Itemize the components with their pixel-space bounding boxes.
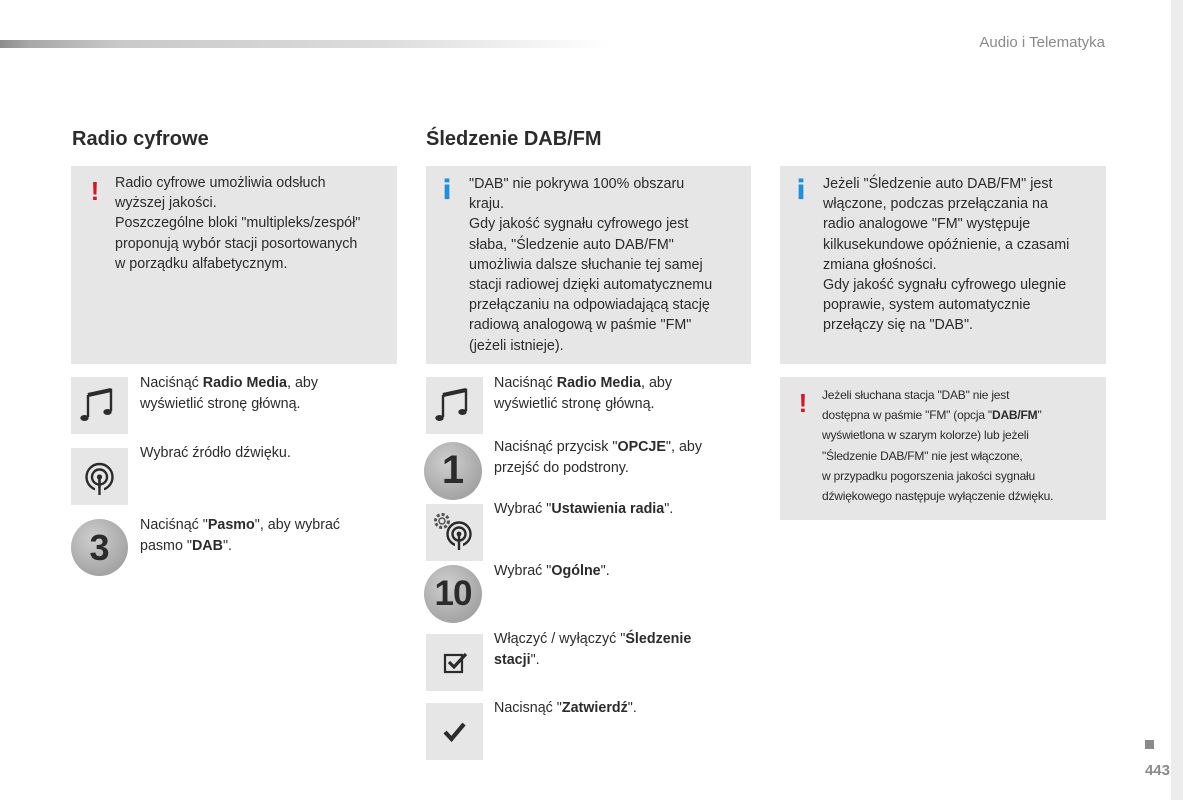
col2-step-6: Nacisnąć "Zatwierdź". [494,700,637,716]
checkbox-icon [426,634,483,691]
col2-step-3: Wybrać "Ustawienia radia". [494,501,674,517]
col2-title: Śledzenie DAB/FM [426,128,602,150]
warning-icon: ! [90,176,100,206]
col2-step-4: Wybrać "Ogólne". [494,563,610,579]
col1-step-3: Naciśnąć "Pasmo", aby wybrać pasmo "DAB". [140,517,341,554]
col1-step-1: Naciśnąć Radio Media, aby wyświetlić stronę główną. [140,375,318,412]
settings-radio-icon [426,504,483,561]
radio-source-icon [71,448,128,505]
col1-step-2: Wybrać źródło dźwięku. [140,445,291,461]
warning-icon: ! [798,388,808,418]
col2-step-1: Naciśnąć Radio Media, aby wyświetlić stronę główną. [494,375,672,412]
music-note-icon [426,377,483,434]
info-icon: i [442,175,452,206]
section-label: Audio i Telematyka [979,34,1105,51]
music-note-icon [71,377,128,434]
number-circle-10: 10 [424,565,482,623]
col2-step-2: Naciśnąć przycisk "OPCJE", aby przejść do podstrony. [494,439,702,476]
col3-warning-text: Jeżeli słuchana stacja "DAB" nie jest dostępna w paśmie "FM" (opcja "DAB/FM" wyświetlona w szarym kolorze) lub jeżeli "Śledzenie DAB/FM" nie jest włączone, w przypadku pogorszenia jakości sygnału dźwiękowego następuje wyłączenie dźwięku. [822,388,1054,504]
col2-info-text: "DAB" nie pokrywa 100% obszaru kraju. Gdy jakość sygnału cyfrowego jest słaba, "Śledzenie auto DAB/FM" umożliwia dalsze słuchanie tej samej stacji radiowej dzięki automatycznemu przełączaniu na odpowiadającą stację radiową analogową w paśmie "FM" (jeżeli istnieje). [469,176,713,354]
col1-title: Radio cyfrowe [72,128,209,150]
number-circle-3: 3 [71,519,128,576]
checkmark-icon [426,703,483,760]
col1-warning-text: Radio cyfrowe umożliwia odsłuch wyższej jakości. Poszczególne bloki "multipleks/zespół" proponują wybór stacji posortowanych w porządku alfabetycznym. [115,175,361,272]
page-corner-mark [1145,740,1154,749]
number-circle-1: 1 [424,442,482,500]
col2-step-5: Włączyć / wyłączyć "Śledzenie stacji". [494,631,692,668]
col3-info-text: Jeżeli "Śledzenie auto DAB/FM" jest włączone, podczas przełączania na radio analogowe "FM" występuje kilkusekundowe opóźnienie, a czasami zmiana głośności. Gdy jakość sygnału cyfrowego ulegnie poprawie, system automatycznie przełączy się na "DAB". [823,176,1070,334]
header-gradient-bar [0,40,610,48]
page-number: 443 [1144,762,1170,779]
right-edge-bar [1171,0,1183,800]
info-icon: i [796,175,806,206]
